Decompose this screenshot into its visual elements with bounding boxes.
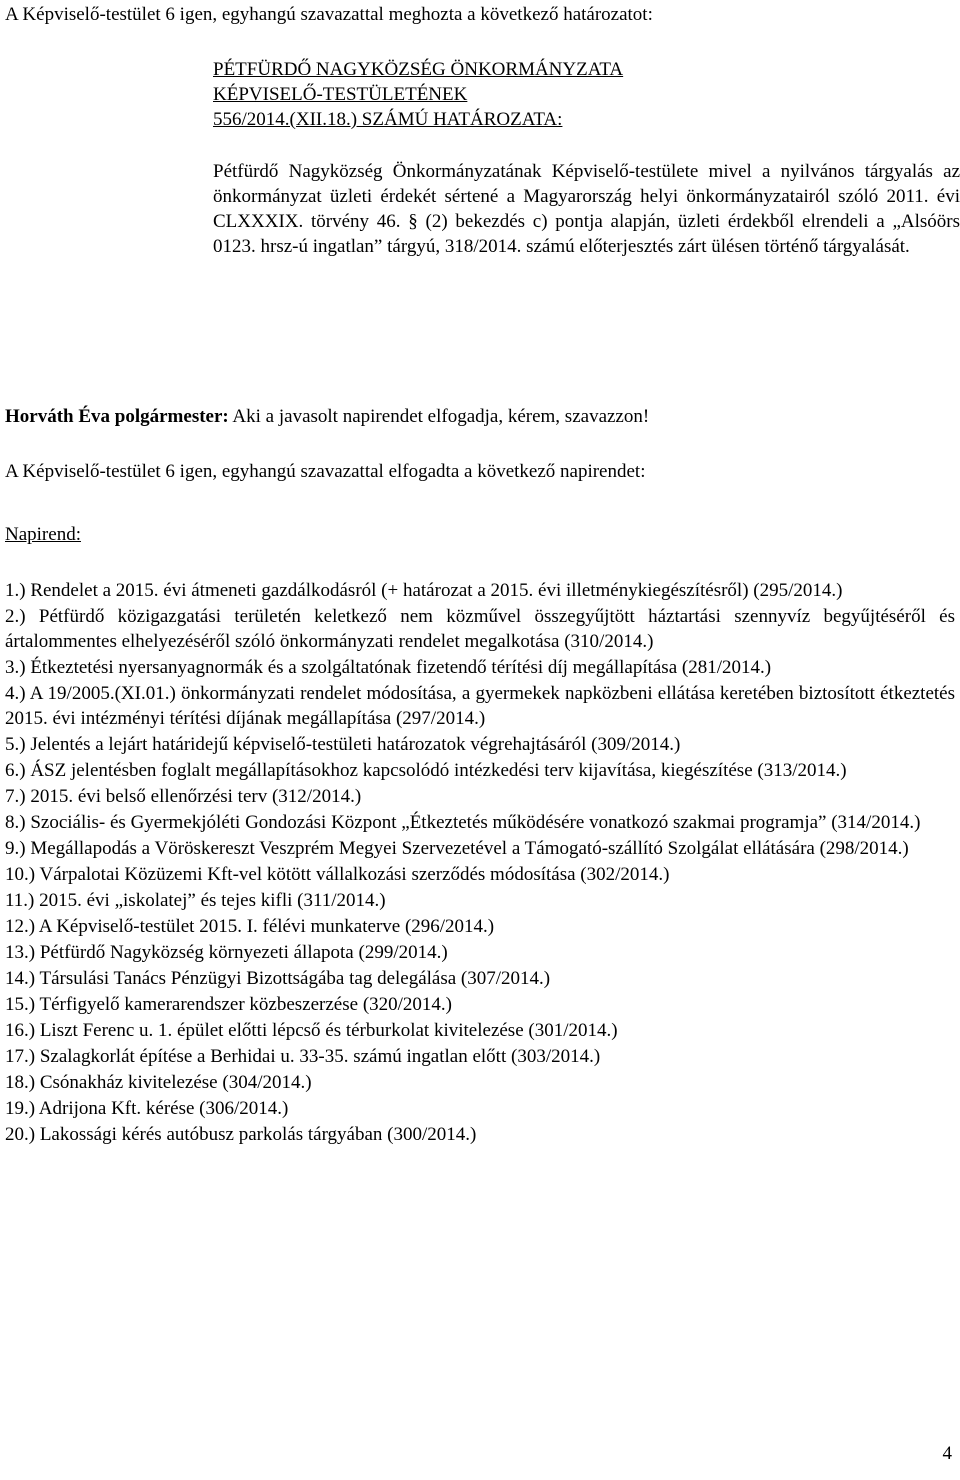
speaker-paragraph	[5, 404, 955, 429]
resolution-title-line: KÉPVISELŐ-TESTÜLETÉNEK	[213, 84, 468, 105]
agenda-item: 20.) Lakossági kérés autóbusz parkolás tárgyában (300/2014.)	[5, 1124, 477, 1145]
agenda-item: 1.) Rendelet a 2015. évi átmeneti gazdálkodásról (+ határozat a 2015. évi illetménykiegészítésről) (295/2014.)	[5, 580, 843, 601]
speaker-name: Horváth Éva polgármester:	[5, 406, 229, 427]
agenda-list	[5, 578, 955, 1148]
agenda-item: 16.) Liszt Ferenc u. 1. épület előtti lépcső és térburkolat kivitelezése (301/2014.)	[5, 1020, 618, 1041]
intro-paragraph: A Képviselő-testület 6 igen, egyhangú szavazattal meghozta a következő határozatot:	[5, 4, 653, 25]
resolution-title-line: PÉTFÜRDŐ NAGYKÖZSÉG ÖNKORMÁNYZATA	[213, 59, 624, 80]
agenda-item: 15.) Térfigyelő kamerarendszer közbeszerzése (320/2014.)	[5, 994, 453, 1015]
agenda-heading: Napirend:	[5, 524, 81, 545]
agenda-item: 8.) Szociális- és Gyermekjóléti Gondozási Központ „Étkeztetés működésére vonatkozó szakmai programja” (314/2014.)	[5, 812, 921, 833]
resolution-block	[213, 57, 960, 259]
agenda-item: 7.) 2015. évi belső ellenőrzési terv (312/2014.)	[5, 786, 362, 807]
speaker-text: Aki a javasolt napirendet elfogadja, kérem, szavazzon!	[228, 406, 650, 427]
agenda-item: 3.) Étkeztetési nyersanyagnormák és a szolgáltatónak fizetendő térítési díj megállapítása (281/2014.)	[5, 657, 772, 678]
agenda-item: 11.) 2015. évi „iskolatej” és tejes kifli (311/2014.)	[5, 890, 386, 911]
vote-paragraph: A Képviselő-testület 6 igen, egyhangú szavazattal elfogadta a következő napirendet:	[5, 461, 646, 482]
agenda-item: 10.) Várpalotai Közüzemi Kft-vel kötött vállalkozási szerződés módosítása (302/2014.)	[5, 864, 670, 885]
agenda-item: 18.) Csónakház kivitelezése (304/2014.)	[5, 1072, 312, 1093]
agenda-item: 5.) Jelentés a lejárt határidejű képviselő-testületi határozatok végrehajtásáról (309/2014.)	[5, 734, 681, 755]
agenda-item: 19.) Adrijona Kft. kérése (306/2014.)	[5, 1098, 289, 1119]
agenda-item: 13.) Pétfürdő Nagyközség környezeti állapota (299/2014.)	[5, 942, 448, 963]
resolution-title-line: 556/2014.(XII.18.) SZÁMÚ HATÁROZATA:	[213, 109, 563, 130]
agenda-item: 17.) Szalagkorlát építése a Berhidai u. 33-35. számú ingatlan előtt (303/2014.)	[5, 1046, 601, 1067]
agenda-item: 9.) Megállapodás a Vöröskereszt Veszprém Megyei Szervezetével a Támogató-szállító Szolgálat ellátására (298/2014.)	[5, 838, 909, 859]
page-number: 4	[942, 1443, 952, 1464]
agenda-item: 14.) Társulási Tanács Pénzügyi Bizottságába tag delegálása (307/2014.)	[5, 968, 551, 989]
resolution-title	[213, 57, 960, 132]
agenda-item: 12.) A Képviselő-testület 2015. I. félévi munkaterve (296/2014.)	[5, 916, 495, 937]
agenda-item: 4.) A 19/2005.(XI.01.) önkormányzati rendelet módosítása, a gyermekek napközbeni ellátása keretében biztosított étkeztetés 2015. évi intézményi térítési díjának megállapítása (297/2014.)	[5, 683, 955, 729]
agenda-item: 2.) Pétfürdő közigazgatási területén keletkező nem közművel összegyűjtött háztartási szennyvíz begyűjtéséről és ártalommentes elhelyezéséről szóló önkormányzati rendelet megalkotása (310/2014.)	[5, 606, 955, 652]
agenda-item: 6.) ÁSZ jelentésben foglalt megállapításokhoz kapcsolódó intézkedési terv kijavítása, kiegészítése (313/2014.)	[5, 760, 847, 781]
resolution-body: Pétfürdő Nagyközség Önkormányzatának Képviselő-testülete mivel a nyilvános tárgyalás az önkormányzat üzleti érdekét sértené a Magyarország helyi önkormányzatairól szóló 2011. évi CLXXXIX. törvény 46. § (2) bekezdés c) pontja alapján, üzleti érdekből elrendeli a „Alsóörs 0123. hrsz-ú ingatlan” tárgyú, 318/2014. számú előterjesztés zárt ülésen történő tárgyalását.	[213, 161, 960, 257]
